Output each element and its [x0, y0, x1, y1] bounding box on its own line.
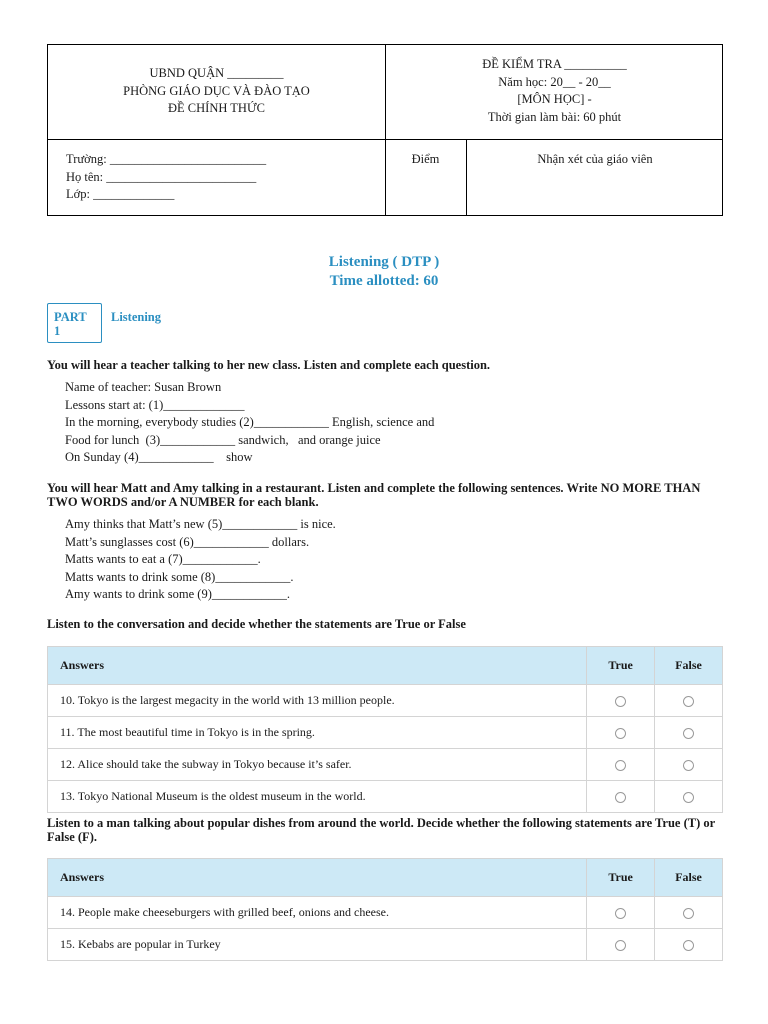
false-radio[interactable] [683, 908, 694, 919]
gap-fill-line: Food for lunch (3)____________ sandwich, and orange juice [65, 432, 381, 447]
student-info-block [66, 151, 376, 204]
true-radio[interactable] [615, 696, 626, 707]
gap-fill-line: Amy wants to drink some (9)____________. [65, 587, 290, 601]
true-radio[interactable] [615, 940, 626, 951]
school-year-line: Năm học: 20__ - 20__ [498, 74, 611, 89]
table-row [48, 781, 723, 813]
subject-line: [MÔN HỌC] - [517, 92, 592, 106]
class-field: Lớp: _____________ [66, 187, 175, 201]
page-title: Listening ( DTP ) [328, 254, 440, 270]
table-row [48, 685, 723, 717]
name-field: Họ tên: ________________________ [66, 169, 257, 184]
table-row [48, 749, 723, 781]
answers-header: Answers [48, 859, 587, 897]
table-header-row [48, 859, 723, 897]
department-line: PHÒNG GIÁO DỤC VÀ ĐÀO TẠO [123, 83, 310, 98]
section2-lines [65, 516, 336, 604]
official-exam-line: ĐỀ CHÍNH THỨC [168, 101, 265, 115]
false-radio[interactable] [683, 696, 694, 707]
statement-text: 13. Tokyo National Museum is the oldest museum in the world. [48, 781, 587, 813]
true-radio[interactable] [615, 728, 626, 739]
gap-fill-line: Amy thinks that Matt’s new (5)____________ is nice. [65, 517, 336, 531]
part-badge-number: 1 [54, 324, 61, 338]
true-radio[interactable] [615, 760, 626, 771]
false-radio[interactable] [683, 728, 694, 739]
gap-fill-line: In the morning, everybody studies (2)____________ English, science and [65, 415, 435, 429]
true-radio[interactable] [615, 908, 626, 919]
gap-fill-line: Matts wants to eat a (7)____________. [65, 552, 261, 566]
score-label: Điểm [411, 152, 440, 166]
school-field: Trường: _________________________ [66, 152, 267, 166]
teacher-comment-label: Nhận xét của giáo viên [537, 152, 653, 166]
table-row [48, 929, 723, 961]
section1-lines [65, 379, 434, 467]
gap-fill-line: On Sunday (4)____________ show [65, 450, 253, 464]
gap-fill-line: Name of teacher: Susan Brown [65, 380, 222, 394]
gap-fill-line: Matts wants to drink some (8)____________. [65, 569, 294, 584]
false-radio[interactable] [683, 760, 694, 771]
section1-instruction: You will hear a teacher talking to her new class. Listen and complete each question. [47, 358, 491, 372]
header-divider [48, 139, 722, 140]
statement-text: 11. The most beautiful time in Tokyo is in the spring. [48, 717, 587, 749]
section3-instruction: Listen to the conversation and decide whether the statements are True or False [47, 617, 466, 631]
table-row [48, 897, 723, 929]
exam-info-block [385, 56, 724, 126]
school-authority-block [48, 65, 385, 118]
statement-text: 10. Tokyo is the largest megacity in the world with 13 million people. [48, 685, 587, 717]
false-radio[interactable] [683, 940, 694, 951]
section4-instruction: Listen to a man talking about popular dishes from around the world. Decide whether the following statements are True (T) or False (F). [47, 816, 715, 844]
true-header: True [587, 647, 655, 685]
district-line: UBND QUẬN _________ [149, 66, 284, 80]
true-false-table-1 [47, 646, 723, 813]
gap-fill-line: Matt’s sunglasses cost (6)____________ dollars. [65, 534, 310, 549]
part-name: Listening [111, 310, 162, 324]
false-radio[interactable] [683, 792, 694, 803]
table-header-row [48, 647, 723, 685]
part-badge [47, 303, 102, 343]
table-row [48, 717, 723, 749]
time-allotted: Time allotted: 60 [329, 273, 439, 289]
true-false-table-2 [47, 858, 723, 961]
duration-line: Thời gian làm bài: 60 phút [487, 109, 622, 124]
gap-fill-line: Lessons start at: (1)_____________ [65, 397, 245, 412]
section2-instruction: You will hear Matt and Amy talking in a restaurant. Listen and complete the following sentences. Write NO MORE THAN TWO WORDS and/or A NUMBER for each blank. [47, 481, 701, 509]
true-header: True [587, 859, 655, 897]
part-badge-label: PART [54, 310, 87, 324]
false-header: False [655, 647, 723, 685]
exam-title-line: ĐỀ KIỂM TRA __________ [482, 57, 627, 71]
true-radio[interactable] [615, 792, 626, 803]
statement-text: 12. Alice should take the subway in Tokyo because it’s safer. [48, 749, 587, 781]
statement-text: 15. Kebabs are popular in Turkey [48, 929, 587, 961]
statement-text: 14. People make cheeseburgers with grilled beef, onions and cheese. [48, 897, 587, 929]
exam-header-table [47, 44, 723, 216]
false-header: False [655, 859, 723, 897]
answers-header: Answers [48, 647, 587, 685]
